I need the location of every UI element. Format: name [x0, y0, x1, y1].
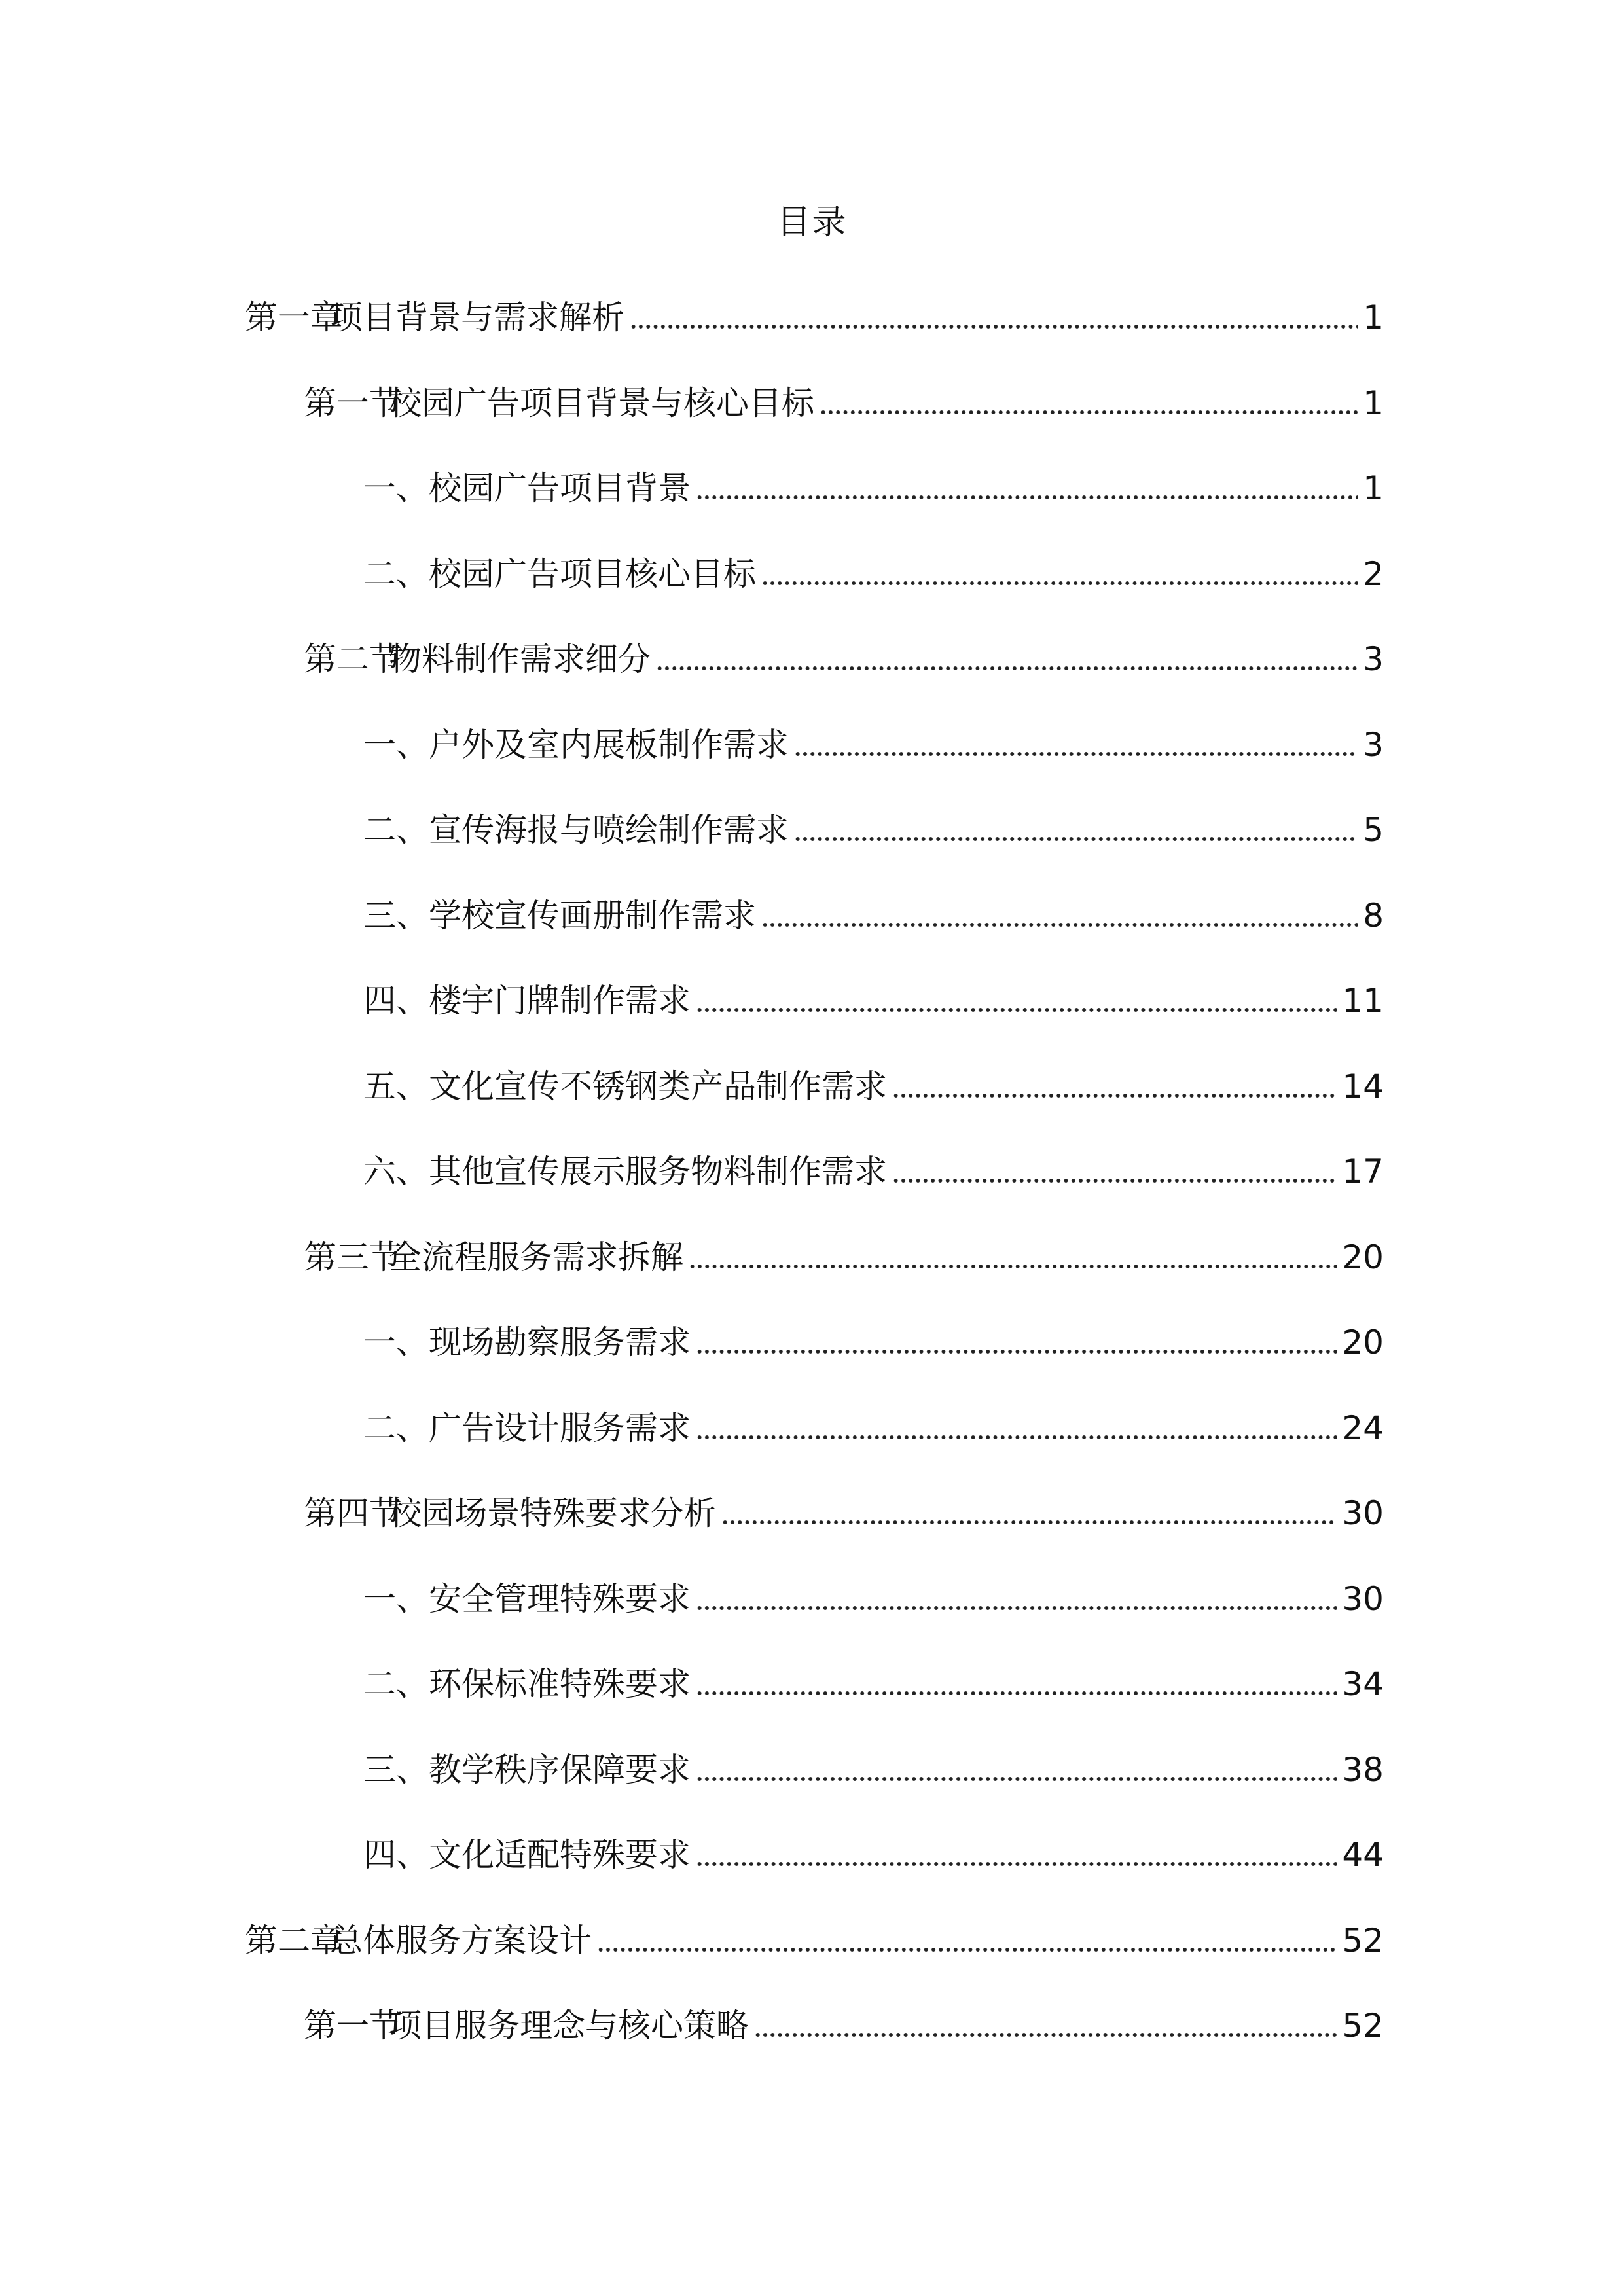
toc-entry-label: [363, 1658, 691, 1710]
toc-entry-title: 总体服务方案设计: [330, 1921, 592, 1960]
toc-entry-label: [363, 1060, 887, 1113]
toc-dot-leader: [820, 410, 1358, 415]
toc-entry[interactable]: [363, 1145, 1384, 1198]
toc-page-number: 17: [1342, 1153, 1384, 1191]
toc-entry-label: [304, 1487, 716, 1539]
toc-entry[interactable]: [304, 2000, 1384, 2052]
toc-entry-title: 二、广告设计服务需求: [363, 1408, 691, 1447]
toc-entry-label: [363, 1573, 691, 1625]
toc-page-number: 44: [1342, 1836, 1384, 1874]
toc-dot-leader: [696, 1007, 1337, 1013]
toc-entry-title: 项目背景与需求解析: [330, 298, 624, 336]
toc-page-number: 30: [1342, 1579, 1384, 1618]
toc-entry[interactable]: [363, 975, 1384, 1027]
toc-entry[interactable]: [363, 1829, 1384, 1881]
toc-entry-label: [363, 1829, 691, 1881]
toc-dot-leader: [689, 1264, 1337, 1269]
toc-entry-label: [363, 1402, 691, 1454]
toc-dot-leader: [630, 324, 1358, 329]
toc-entry-title: 一、校园广告项目背景: [363, 469, 691, 507]
toc-entry-number: 第三节: [304, 1238, 402, 1276]
toc-page-number: 3: [1363, 725, 1384, 764]
toc-entry[interactable]: [363, 719, 1384, 771]
toc-entry-title: 四、文化适配特殊要求: [363, 1836, 691, 1874]
toc-entry-label: [245, 291, 624, 344]
toc-entry-number: 第一节: [304, 2007, 402, 2045]
toc-dot-leader: [892, 1093, 1337, 1098]
toc-entry-title: 二、校园广告项目核心目标: [363, 554, 756, 593]
toc-entry[interactable]: [363, 1744, 1384, 1796]
toc-dot-leader: [892, 1178, 1337, 1183]
toc-entry[interactable]: [304, 633, 1384, 685]
toc-entry-label: [304, 377, 814, 429]
toc-page-number: 24: [1342, 1408, 1384, 1447]
toc-dot-leader: [696, 495, 1358, 500]
toc-page-number: 20: [1342, 1323, 1384, 1361]
toc-entry-label: [363, 1744, 691, 1796]
toc-entry-title: 六、其他宣传展示服务物料制作需求: [363, 1153, 887, 1191]
toc-entry-number: 第一章: [245, 298, 343, 336]
toc-dot-leader: [794, 751, 1358, 757]
toc-page-number: 38: [1342, 1750, 1384, 1789]
toc-dot-leader: [696, 1691, 1337, 1696]
toc-entry-title: 二、环保标准特殊要求: [363, 1665, 691, 1703]
toc-entry-label: [304, 1231, 683, 1283]
toc-entry-number: 第四节: [304, 1494, 402, 1532]
toc-page-number: 8: [1363, 896, 1384, 935]
toc-dot-leader: [696, 1605, 1337, 1611]
toc-entry[interactable]: [363, 804, 1384, 856]
toc-entry[interactable]: [363, 1060, 1384, 1113]
toc-entry-title: 五、文化宣传不锈钢类产品制作需求: [363, 1067, 887, 1105]
toc-entry-title: 一、现场勘察服务需求: [363, 1323, 691, 1361]
toc-page-number: 3: [1363, 640, 1384, 678]
toc-entry-title: 全流程服务需求拆解: [389, 1238, 683, 1276]
toc-entry-label: [363, 1145, 887, 1198]
toc-entry-title: 四、楼宇门牌制作需求: [363, 982, 691, 1020]
toc-entry-title: 校园场景特殊要求分析: [389, 1494, 716, 1532]
toc-entry-title: 二、宣传海报与喷绘制作需求: [363, 811, 789, 849]
toc-entry-title: 校园广告项目背景与核心目标: [389, 384, 814, 422]
toc-entry-title: 一、安全管理特殊要求: [363, 1579, 691, 1618]
toc-page-number: 30: [1342, 1494, 1384, 1532]
toc-dot-leader: [721, 1520, 1337, 1525]
toc-dot-leader: [696, 1776, 1337, 1782]
toc-entry[interactable]: [304, 377, 1384, 429]
toc-dot-leader: [696, 1349, 1337, 1354]
toc-entry-number: 第一节: [304, 384, 402, 422]
toc-entry[interactable]: [363, 889, 1384, 942]
toc-entry-title: 项目服务理念与核心策略: [389, 2007, 749, 2045]
toc-entry[interactable]: [363, 1316, 1384, 1369]
toc-entry-label: [363, 719, 789, 771]
toc-entry[interactable]: [304, 1487, 1384, 1539]
toc-entry-label: [363, 804, 789, 856]
toc-entry-number: 第二节: [304, 640, 402, 678]
toc-entry-title: 一、户外及室内展板制作需求: [363, 725, 789, 764]
toc-entry-title: 物料制作需求细分: [389, 640, 651, 678]
toc-entry-label: [245, 1914, 592, 1967]
toc-entry[interactable]: [363, 548, 1384, 600]
toc-page-number: 52: [1342, 1921, 1384, 1960]
toc-entry-label: [363, 462, 691, 514]
toc-page-number: 20: [1342, 1238, 1384, 1276]
toc-entry-label: [363, 975, 691, 1027]
toc-dot-leader: [794, 836, 1358, 842]
toc-entry[interactable]: [363, 462, 1384, 514]
toc-entry-label: [363, 1316, 691, 1369]
toc-page-number: 34: [1342, 1665, 1384, 1703]
toc-dot-leader: [696, 1861, 1337, 1867]
toc-dot-leader: [597, 1947, 1337, 1952]
toc-entry-label: [304, 2000, 749, 2052]
toc-page-number: 52: [1342, 2007, 1384, 2045]
toc-entry[interactable]: [363, 1573, 1384, 1625]
page-title: 目录: [776, 203, 848, 242]
toc-entry-label: [304, 633, 651, 685]
toc-entry[interactable]: [245, 291, 1384, 344]
toc-page-number: 1: [1363, 384, 1384, 422]
toc-entry[interactable]: [245, 1914, 1384, 1967]
toc-page-number: 11: [1342, 982, 1384, 1020]
toc-dot-leader: [761, 581, 1358, 586]
toc-page-number: 14: [1342, 1067, 1384, 1105]
toc-entry-title: 三、学校宣传画册制作需求: [363, 896, 756, 935]
toc-dot-leader: [656, 666, 1358, 671]
toc-dot-leader: [696, 1435, 1337, 1440]
toc-page-number: 2: [1363, 554, 1384, 593]
toc-dot-leader: [754, 2032, 1337, 2037]
toc-entry-title: 三、教学秩序保障要求: [363, 1750, 691, 1789]
toc-entry-label: [363, 889, 756, 942]
toc-page-number: 1: [1363, 298, 1384, 336]
toc-page-number: 1: [1363, 469, 1384, 507]
toc-entry[interactable]: [363, 1402, 1384, 1454]
toc-entry[interactable]: [304, 1231, 1384, 1283]
toc-page-number: 5: [1363, 811, 1384, 849]
toc-entry-number: 第二章: [245, 1921, 343, 1960]
toc-entry[interactable]: [363, 1658, 1384, 1710]
toc-entry-label: [363, 548, 756, 600]
toc-dot-leader: [761, 922, 1358, 927]
